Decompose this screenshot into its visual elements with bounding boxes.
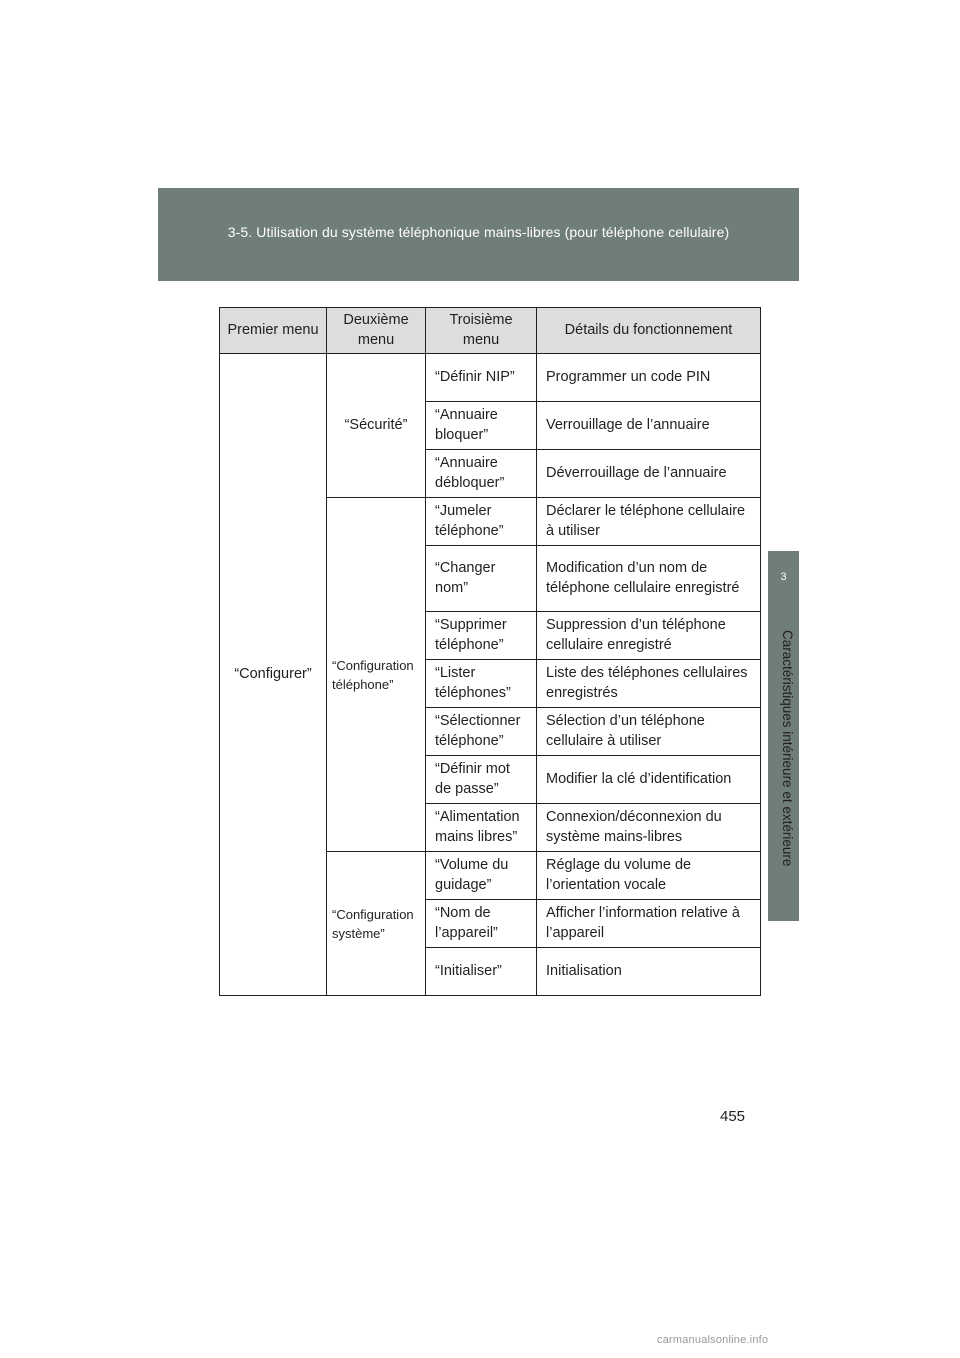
detail-cell: Sélection d’un téléphone cellulaire à utiliser [537,708,761,756]
third-menu-cell: “Alimentation mains libres” [426,804,537,852]
first-menu-cell: “Configurer” [220,354,327,996]
detail-cell: Initialisation [537,948,761,996]
detail-cell: Verrouillage de l’annuaire [537,402,761,450]
column-header-details: Détails du fonctionnement [537,308,761,354]
third-menu-cell: “Supprimer téléphone” [426,612,537,660]
third-menu-cell: “Définir NIP” [426,354,537,402]
third-menu-cell: “Initialiser” [426,948,537,996]
column-header-third-menu: Troisième menu [426,308,537,354]
detail-cell: Programmer un code PIN [537,354,761,402]
chapter-label: Caractéristiques intérieure et extérieure [780,630,795,867]
detail-cell: Réglage du volume de l’orientation vocale [537,852,761,900]
detail-cell: Déverrouillage de l’annuaire [537,450,761,498]
third-menu-cell: “Volume du guidage” [426,852,537,900]
detail-cell: Afficher l’information relative à l’appareil [537,900,761,948]
second-menu-cell: “Configuration système” [327,852,426,996]
chapter-number: 3 [780,571,787,583]
third-menu-cell: “Annuaire bloquer” [426,402,537,450]
detail-cell: Suppression d’un téléphone cellulaire enregistré [537,612,761,660]
third-menu-cell: “Annuaire débloquer” [426,450,537,498]
third-menu-cell: “Lister téléphones” [426,660,537,708]
third-menu-cell: “Définir mot de passe” [426,756,537,804]
detail-cell: Connexion/déconnexion du système mains-libres [537,804,761,852]
column-header-first-menu: Premier menu [220,308,327,354]
table-row [220,354,761,402]
detail-cell: Déclarer le téléphone cellulaire à utiliser [537,498,761,546]
section-header-band [158,188,799,281]
detail-cell: Modification d’un nom de téléphone cellulaire enregistré [537,546,761,612]
third-menu-cell: “Sélectionner téléphone” [426,708,537,756]
table-header-row [220,308,761,354]
detail-cell: Modifier la clé d’identification [537,756,761,804]
page-number: 455 [720,1108,746,1125]
section-title: 3-5. Utilisation du système téléphonique mains-libres (pour téléphone cellulaire) [227,224,730,240]
second-menu-cell: “Sécurité” [327,354,426,498]
column-header-second-menu: Deuxième menu [327,308,426,354]
third-menu-cell: “Nom de l’appareil” [426,900,537,948]
watermark-text: carmanualsonline.info [657,1334,769,1346]
menu-table [219,307,761,996]
third-menu-cell: “Jumeler téléphone” [426,498,537,546]
third-menu-cell: “Changer nom” [426,546,537,612]
detail-cell: Liste des téléphones cellulaires enregistrés [537,660,761,708]
second-menu-cell: “Configuration téléphone” [327,498,426,852]
